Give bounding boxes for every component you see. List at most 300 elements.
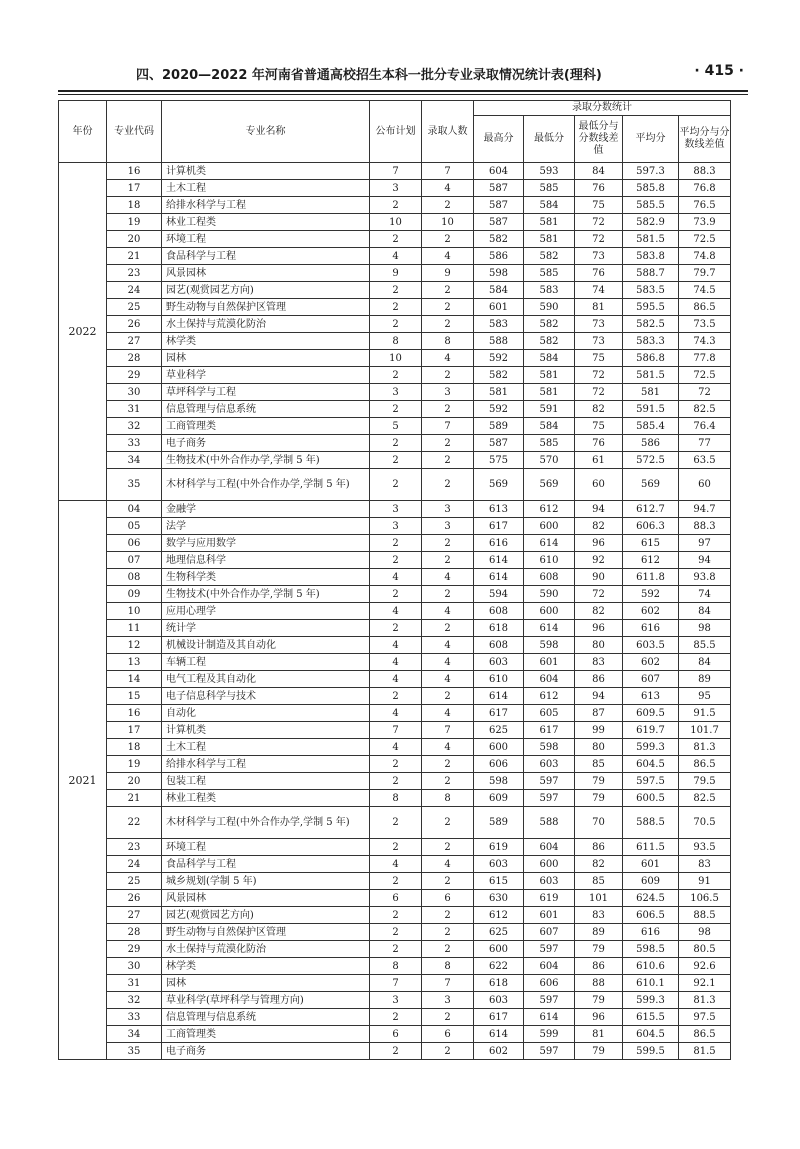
code-cell: 24 [107,856,162,873]
min-diff-cell: 83 [575,907,623,924]
code-cell: 05 [107,518,162,535]
min-cell: 581 [524,367,575,384]
min-diff-cell: 76 [575,265,623,282]
table-row [59,518,731,535]
avg-cell: 581.5 [623,367,679,384]
major-name-cell: 生物技术(中外合作办学,学制 5 年) [162,452,370,469]
min-cell: 614 [524,1009,575,1026]
avg-diff-cell: 74 [679,586,731,603]
admitted-cell: 2 [422,401,474,418]
code-cell: 11 [107,620,162,637]
avg-diff-cell: 98 [679,924,731,941]
avg-diff-cell: 73.5 [679,316,731,333]
admitted-cell: 2 [422,1043,474,1060]
code-cell: 09 [107,586,162,603]
max-cell: 589 [474,418,524,435]
max-cell: 614 [474,1026,524,1043]
table-row [59,924,731,941]
min-cell: 601 [524,907,575,924]
min-diff-cell: 96 [575,535,623,552]
major-name-cell: 园艺(观赏园艺方向) [162,282,370,299]
admitted-cell: 2 [422,452,474,469]
code-cell: 12 [107,637,162,654]
code-cell: 29 [107,941,162,958]
min-diff-cell: 90 [575,569,623,586]
admitted-cell: 9 [422,265,474,282]
code-cell: 31 [107,975,162,992]
admitted-cell: 7 [422,163,474,180]
min-cell: 604 [524,839,575,856]
page-header [58,62,748,86]
avg-diff-cell: 74.5 [679,282,731,299]
code-cell: 27 [107,907,162,924]
min-diff-cell: 94 [575,501,623,518]
table-row [59,248,731,265]
avg-diff-cell: 83 [679,856,731,873]
plan-cell: 4 [370,654,422,671]
max-cell: 601 [474,299,524,316]
avg-cell: 585.5 [623,197,679,214]
min-cell: 584 [524,350,575,367]
code-cell: 21 [107,790,162,807]
code-cell: 32 [107,992,162,1009]
col-max: 最高分 [474,116,524,163]
avg-diff-cell: 84 [679,603,731,620]
code-cell: 31 [107,401,162,418]
plan-cell: 3 [370,501,422,518]
code-cell: 28 [107,350,162,367]
admitted-cell: 2 [422,535,474,552]
max-cell: 617 [474,705,524,722]
min-diff-cell: 61 [575,452,623,469]
table-body [59,163,731,1060]
code-cell: 34 [107,1026,162,1043]
major-name-cell: 包装工程 [162,773,370,790]
admitted-cell: 2 [422,688,474,705]
plan-cell: 2 [370,401,422,418]
plan-cell: 3 [370,992,422,1009]
code-cell: 21 [107,248,162,265]
table-row [59,569,731,586]
min-cell: 581 [524,214,575,231]
code-cell: 35 [107,469,162,501]
admitted-cell: 3 [422,384,474,401]
code-cell: 26 [107,890,162,907]
table-row [59,722,731,739]
admitted-cell: 7 [422,722,474,739]
min-cell: 604 [524,958,575,975]
major-name-cell: 生物技术(中外合作办学,学制 5 年) [162,586,370,603]
major-name-cell: 应用心理学 [162,603,370,620]
min-cell: 569 [524,469,575,501]
max-cell: 581 [474,384,524,401]
min-cell: 581 [524,384,575,401]
avg-diff-cell: 77.8 [679,350,731,367]
major-name-cell: 电子信息科学与技术 [162,688,370,705]
avg-diff-cell: 93.8 [679,569,731,586]
avg-diff-cell: 84 [679,654,731,671]
code-cell: 24 [107,282,162,299]
code-cell: 20 [107,773,162,790]
max-cell: 602 [474,1043,524,1060]
max-cell: 569 [474,469,524,501]
min-cell: 599 [524,1026,575,1043]
major-name-cell: 野生动物与自然保护区管理 [162,299,370,316]
avg-cell: 609.5 [623,705,679,722]
major-name-cell: 城乡规划(学制 5 年) [162,873,370,890]
admitted-cell: 4 [422,654,474,671]
plan-cell: 8 [370,333,422,350]
table-row [59,350,731,367]
avg-diff-cell: 63.5 [679,452,731,469]
admitted-cell: 4 [422,856,474,873]
avg-cell: 585.8 [623,180,679,197]
admitted-cell: 2 [422,299,474,316]
year-cell: 2021 [59,501,107,1060]
min-diff-cell: 70 [575,807,623,839]
code-cell: 28 [107,924,162,941]
code-cell: 08 [107,569,162,586]
table-row [59,469,731,501]
col-name: 专业名称 [162,101,370,163]
min-diff-cell: 76 [575,435,623,452]
min-cell: 588 [524,807,575,839]
avg-cell: 597.3 [623,163,679,180]
avg-cell: 602 [623,654,679,671]
plan-cell: 2 [370,316,422,333]
max-cell: 612 [474,907,524,924]
max-cell: 587 [474,180,524,197]
admitted-cell: 8 [422,790,474,807]
plan-cell: 9 [370,265,422,282]
avg-diff-cell: 101.7 [679,722,731,739]
min-cell: 583 [524,282,575,299]
admitted-cell: 2 [422,907,474,924]
plan-cell: 2 [370,620,422,637]
admitted-cell: 2 [422,941,474,958]
table-row [59,975,731,992]
max-cell: 600 [474,941,524,958]
max-cell: 592 [474,350,524,367]
table-row [59,992,731,1009]
min-diff-cell: 75 [575,350,623,367]
table-row [59,941,731,958]
table-row [59,384,731,401]
plan-cell: 2 [370,435,422,452]
avg-cell: 606.3 [623,518,679,535]
min-diff-cell: 75 [575,197,623,214]
avg-cell: 572.5 [623,452,679,469]
min-diff-cell: 86 [575,839,623,856]
admitted-cell: 8 [422,333,474,350]
major-name-cell: 草业科学(草坪科学与管理方向) [162,992,370,1009]
major-name-cell: 木材科学与工程(中外合作办学,学制 5 年) [162,469,370,501]
min-diff-cell: 72 [575,384,623,401]
table-row [59,654,731,671]
major-name-cell: 林业工程类 [162,790,370,807]
avg-cell: 601 [623,856,679,873]
avg-cell: 597.5 [623,773,679,790]
plan-cell: 7 [370,975,422,992]
admitted-cell: 2 [422,231,474,248]
plan-cell: 10 [370,350,422,367]
avg-diff-cell: 93.5 [679,839,731,856]
min-cell: 585 [524,180,575,197]
avg-diff-cell: 82.5 [679,790,731,807]
plan-cell: 2 [370,756,422,773]
avg-cell: 588.5 [623,807,679,839]
min-cell: 593 [524,163,575,180]
plan-cell: 8 [370,958,422,975]
plan-cell: 3 [370,518,422,535]
avg-cell: 599.3 [623,739,679,756]
max-cell: 600 [474,739,524,756]
table-row [59,856,731,873]
avg-cell: 586.8 [623,350,679,367]
min-diff-cell: 82 [575,603,623,620]
admitted-cell: 2 [422,316,474,333]
min-cell: 591 [524,401,575,418]
admitted-cell: 3 [422,992,474,1009]
avg-cell: 585.4 [623,418,679,435]
plan-cell: 4 [370,671,422,688]
avg-diff-cell: 74.8 [679,248,731,265]
min-diff-cell: 89 [575,924,623,941]
avg-cell: 607 [623,671,679,688]
code-cell: 29 [107,367,162,384]
plan-cell: 6 [370,1026,422,1043]
min-cell: 598 [524,637,575,654]
avg-diff-cell: 98 [679,620,731,637]
min-diff-cell: 80 [575,739,623,756]
avg-cell: 569 [623,469,679,501]
plan-cell: 4 [370,569,422,586]
admitted-cell: 4 [422,180,474,197]
max-cell: 588 [474,333,524,350]
admitted-cell: 2 [422,367,474,384]
avg-cell: 581 [623,384,679,401]
min-diff-cell: 79 [575,773,623,790]
min-diff-cell: 79 [575,1043,623,1060]
avg-cell: 583.5 [623,282,679,299]
admitted-cell: 10 [422,214,474,231]
avg-diff-cell: 95 [679,688,731,705]
table-row [59,790,731,807]
min-diff-cell: 87 [575,705,623,722]
avg-cell: 591.5 [623,401,679,418]
table-row [59,163,731,180]
max-cell: 598 [474,265,524,282]
admitted-cell: 3 [422,518,474,535]
col-code: 专业代码 [107,101,162,163]
min-diff-cell: 94 [575,688,623,705]
admitted-cell: 2 [422,756,474,773]
code-cell: 33 [107,1009,162,1026]
major-name-cell: 给排水科学与工程 [162,197,370,214]
min-diff-cell: 82 [575,518,623,535]
min-diff-cell: 73 [575,248,623,265]
page-number: · 415 · [694,63,744,79]
code-cell: 20 [107,231,162,248]
avg-cell: 582.5 [623,316,679,333]
table-row [59,401,731,418]
plan-cell: 10 [370,214,422,231]
table-row [59,890,731,907]
code-cell: 15 [107,688,162,705]
min-diff-cell: 82 [575,856,623,873]
max-cell: 609 [474,790,524,807]
major-name-cell: 计算机类 [162,722,370,739]
avg-diff-cell: 88.5 [679,907,731,924]
major-name-cell: 自动化 [162,705,370,722]
major-name-cell: 统计学 [162,620,370,637]
max-cell: 616 [474,535,524,552]
plan-cell: 2 [370,367,422,384]
avg-diff-cell: 97 [679,535,731,552]
table-row [59,552,731,569]
avg-diff-cell: 76.8 [679,180,731,197]
min-diff-cell: 79 [575,941,623,958]
max-cell: 614 [474,552,524,569]
table-row [59,214,731,231]
min-cell: 608 [524,569,575,586]
table-row [59,671,731,688]
min-cell: 584 [524,197,575,214]
min-cell: 582 [524,316,575,333]
plan-cell: 2 [370,299,422,316]
code-cell: 06 [107,535,162,552]
avg-diff-cell: 76.5 [679,197,731,214]
min-diff-cell: 96 [575,620,623,637]
avg-diff-cell: 94.7 [679,501,731,518]
min-diff-cell: 79 [575,790,623,807]
avg-diff-cell: 92.1 [679,975,731,992]
min-cell: 585 [524,265,575,282]
major-name-cell: 信息管理与信息系统 [162,1009,370,1026]
avg-cell: 610.1 [623,975,679,992]
code-cell: 18 [107,739,162,756]
min-diff-cell: 80 [575,637,623,654]
max-cell: 587 [474,435,524,452]
table-row [59,907,731,924]
plan-cell: 2 [370,452,422,469]
avg-cell: 612.7 [623,501,679,518]
major-name-cell: 土木工程 [162,739,370,756]
admitted-cell: 2 [422,773,474,790]
max-cell: 603 [474,654,524,671]
max-cell: 592 [474,401,524,418]
avg-cell: 624.5 [623,890,679,907]
col-admitted: 录取人数 [422,101,474,163]
table-row [59,1026,731,1043]
code-cell: 07 [107,552,162,569]
code-cell: 23 [107,839,162,856]
plan-cell: 2 [370,231,422,248]
table-row [59,299,731,316]
min-diff-cell: 84 [575,163,623,180]
year-cell: 2022 [59,163,107,501]
avg-cell: 602 [623,603,679,620]
max-cell: 604 [474,163,524,180]
avg-diff-cell: 81.3 [679,739,731,756]
min-cell: 603 [524,756,575,773]
major-name-cell: 草业科学 [162,367,370,384]
table-row [59,265,731,282]
code-cell: 17 [107,722,162,739]
plan-cell: 4 [370,705,422,722]
code-cell: 26 [107,316,162,333]
max-cell: 587 [474,214,524,231]
min-cell: 582 [524,333,575,350]
max-cell: 594 [474,586,524,603]
admitted-cell: 2 [422,282,474,299]
avg-diff-cell: 60 [679,469,731,501]
code-cell: 27 [107,333,162,350]
code-cell: 17 [107,180,162,197]
min-cell: 590 [524,299,575,316]
min-diff-cell: 76 [575,180,623,197]
admitted-cell: 2 [422,469,474,501]
avg-cell: 603.5 [623,637,679,654]
major-name-cell: 林学类 [162,333,370,350]
plan-cell: 3 [370,384,422,401]
max-cell: 583 [474,316,524,333]
major-name-cell: 生物科学类 [162,569,370,586]
min-diff-cell: 83 [575,654,623,671]
avg-diff-cell: 89 [679,671,731,688]
admitted-cell: 4 [422,637,474,654]
col-avg-diff: 平均分与分数线差值 [679,116,731,163]
avg-cell: 615.5 [623,1009,679,1026]
major-name-cell: 电子商务 [162,1043,370,1060]
table-header [59,101,731,163]
min-diff-cell: 79 [575,992,623,1009]
major-name-cell: 园林 [162,350,370,367]
min-cell: 597 [524,773,575,790]
plan-cell: 4 [370,248,422,265]
plan-cell: 2 [370,873,422,890]
major-name-cell: 给排水科学与工程 [162,756,370,773]
plan-cell: 2 [370,197,422,214]
max-cell: 603 [474,992,524,1009]
avg-diff-cell: 85.5 [679,637,731,654]
max-cell: 619 [474,839,524,856]
major-name-cell: 木材科学与工程(中外合作办学,学制 5 年) [162,807,370,839]
table-row [59,620,731,637]
avg-diff-cell: 70.5 [679,807,731,839]
avg-diff-cell: 91.5 [679,705,731,722]
code-cell: 25 [107,873,162,890]
avg-cell: 600.5 [623,790,679,807]
avg-cell: 582.9 [623,214,679,231]
table-row [59,367,731,384]
admission-stats-table [58,100,731,1060]
code-cell: 23 [107,265,162,282]
avg-cell: 581.5 [623,231,679,248]
plan-cell: 6 [370,890,422,907]
plan-cell: 7 [370,163,422,180]
avg-cell: 611.5 [623,839,679,856]
table-row [59,958,731,975]
header-rule-thick [58,90,748,92]
table-row [59,231,731,248]
admitted-cell: 7 [422,975,474,992]
min-diff-cell: 88 [575,975,623,992]
table-row [59,535,731,552]
avg-diff-cell: 92.6 [679,958,731,975]
major-name-cell: 土木工程 [162,180,370,197]
major-name-cell: 数学与应用数学 [162,535,370,552]
